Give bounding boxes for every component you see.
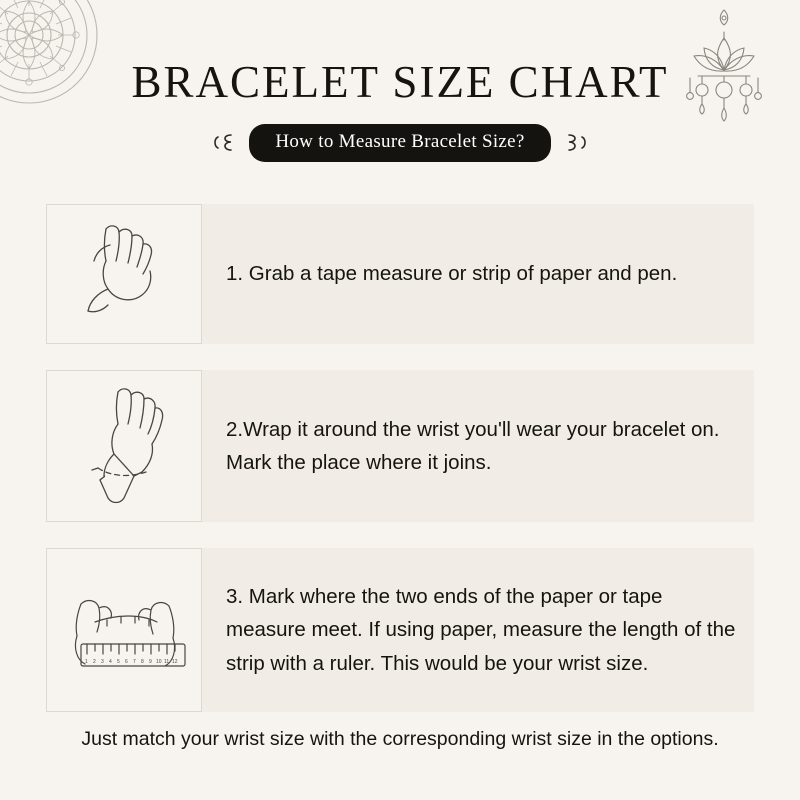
- footer-note: Just match your wrist size with the corresponding wrist size in the options.: [81, 728, 719, 750]
- step-label-1: 1. Grab a tape measure or strip of paper and pen.: [226, 262, 678, 286]
- step-text-2: [202, 370, 754, 522]
- step-label-2: 2.Wrap it around the wrist you'll wear your bracelet on. Mark the place where it joins.: [226, 417, 720, 474]
- step-image-2: [46, 370, 202, 522]
- svg-text:10: 10: [156, 659, 162, 665]
- flourish-right-icon: [563, 130, 589, 156]
- svg-text:3: 3: [101, 659, 104, 665]
- svg-text:2: 2: [93, 659, 96, 665]
- svg-text:9: 9: [149, 659, 152, 665]
- hand-wrist-wrap-icon: [54, 376, 194, 516]
- step-image-1: [46, 204, 202, 344]
- subtitle-badge: How to Measure Bracelet Size?: [249, 124, 550, 162]
- step-label-3: 3. Mark where the two ends of the paper or tape measure meet. If using paper, measure the length of the strip with a ruler. This would be your wrist size.: [226, 585, 736, 675]
- svg-text:11: 11: [164, 659, 170, 665]
- hands-ruler-measure-icon: [51, 560, 197, 700]
- page-title: BRACELET SIZE CHART: [131, 57, 669, 107]
- list-item: [46, 204, 754, 344]
- svg-text:5: 5: [117, 659, 120, 665]
- step-text-3: [202, 548, 754, 712]
- svg-text:1: 1: [85, 659, 88, 665]
- svg-text:8: 8: [141, 659, 144, 665]
- list-item: [46, 548, 754, 712]
- svg-text:12: 12: [172, 659, 178, 665]
- list-item: [46, 370, 754, 522]
- step-text-1: [202, 204, 754, 344]
- flourish-left-icon: [211, 130, 237, 156]
- step-image-3: [46, 548, 202, 712]
- svg-text:6: 6: [125, 659, 128, 665]
- hand-holding-tape-icon: [54, 209, 194, 339]
- steps-list: [46, 204, 754, 738]
- subtitle-row: [0, 124, 800, 162]
- svg-text:7: 7: [133, 659, 136, 665]
- svg-text:4: 4: [109, 659, 112, 665]
